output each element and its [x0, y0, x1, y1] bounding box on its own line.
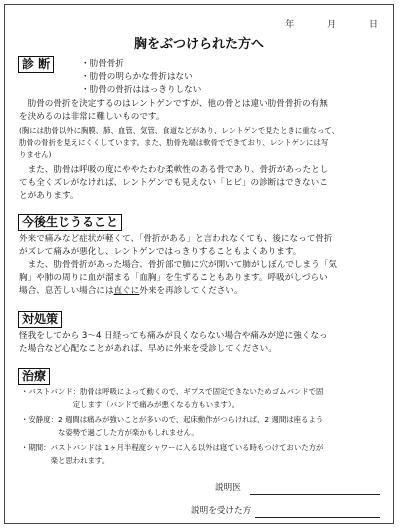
measures-heading: 対処策: [18, 311, 62, 328]
diagnosis-text: とがあります。: [19, 191, 79, 201]
treatment-text: 楽と思われます。: [21, 456, 110, 465]
measures-text: 怪我をしてから 3～4 日経っても痛みが良くならない場合や痛みが逆に強くなっ: [19, 331, 328, 341]
day-label: 日: [368, 20, 379, 30]
future-heading: 今後生じうること: [18, 214, 122, 231]
diagnosis-note: 肋骨の骨折を見えにくくしています。また、肋骨先端は軟骨でできており、レントゲンには写: [19, 138, 329, 147]
diagnosis-text: また、肋骨は呼吸の度にややたわむ柔軟性のある骨であり、骨折があったとし: [19, 165, 329, 175]
treatment-text: ・安静度：2 週間は痛みが強いことが多いので、起床動作がつらければ、2 週間は座るよう: [21, 415, 324, 424]
doctor-label: 説明医: [215, 483, 241, 493]
future-text: 胸」や肺の周りに血が溜まる「血胸」を生ずることもあります。呼吸がしづらい: [19, 273, 328, 283]
future-text: がズレて痛みが悪化し、レントゲンではっきりすることもよくあります。: [19, 247, 302, 257]
receiver-signature-line[interactable]: [255, 517, 380, 518]
year-label: 年: [285, 20, 296, 30]
diagnosis-heading: 診 断: [18, 56, 54, 73]
future-text-post: 外来を再診してください。: [139, 286, 243, 296]
diagnosis-text: を決めるのは非常に難しいものです。: [19, 112, 165, 122]
future-text: また、肋骨骨折があった場合、骨折部で肺に穴が開いて肺がしぼんでしまう「気: [19, 260, 337, 270]
future-text-pre: 場合、息苦しい場合には: [19, 286, 114, 296]
treatment-text: 定します（バンドで痛みが悪くなる方もいます）。: [21, 400, 240, 409]
diagnosis-text: ても全くズレがなければ、レントゲンでも見えない「ヒビ」の診断はできないこ: [19, 178, 328, 188]
doctor-signature-line[interactable]: [250, 494, 380, 495]
treatment-text: ・期間：バストバンドは 1ヶ月半程度シャワーに入る以外は寝ている時もつけておいた方が: [21, 443, 324, 452]
diagnosis-option: ・肋骨骨折: [81, 59, 124, 69]
treatment-heading: 治療: [18, 368, 50, 385]
page-title: 胸をぶつけられた方へ: [133, 37, 264, 52]
measures-text: た場合など心配なことがあれば、早めに外来を受診してください。: [19, 344, 277, 354]
future-text: 外来で痛みなど症状が軽くて、「骨折がある」と言われなくても、後になって骨折: [19, 234, 333, 244]
document-page: [4, 4, 394, 524]
diagnosis-option: ・肋骨の明らかな骨折はない: [81, 72, 193, 82]
receiver-label: 説明を受けた方: [191, 506, 252, 516]
diagnosis-text: 肋骨の骨折を決定するのはレントゲンですが、他の骨とは違い肋骨骨折の有無: [19, 99, 328, 109]
treatment-text: ・バストバンド：肋骨は呼吸によって動くので、ギプスで固定できないためゴムバンドで固: [21, 387, 324, 396]
treatment-text: な姿勢で過ごした方が楽かもしれません。: [21, 428, 199, 437]
future-text-last: [19, 285, 242, 298]
date-field: [271, 17, 379, 30]
diagnosis-note: (胸には肋骨以外に胸膜、肺、血管、気管、食道などがあり、レントゲンで見たときに重なって、: [19, 126, 340, 135]
diagnosis-option: ・肋骨の骨折ははっきりしない: [81, 85, 202, 95]
future-text-underlined: 直ぐに: [113, 286, 140, 296]
diagnosis-note: りません): [19, 150, 52, 159]
month-label: 月: [327, 20, 338, 30]
